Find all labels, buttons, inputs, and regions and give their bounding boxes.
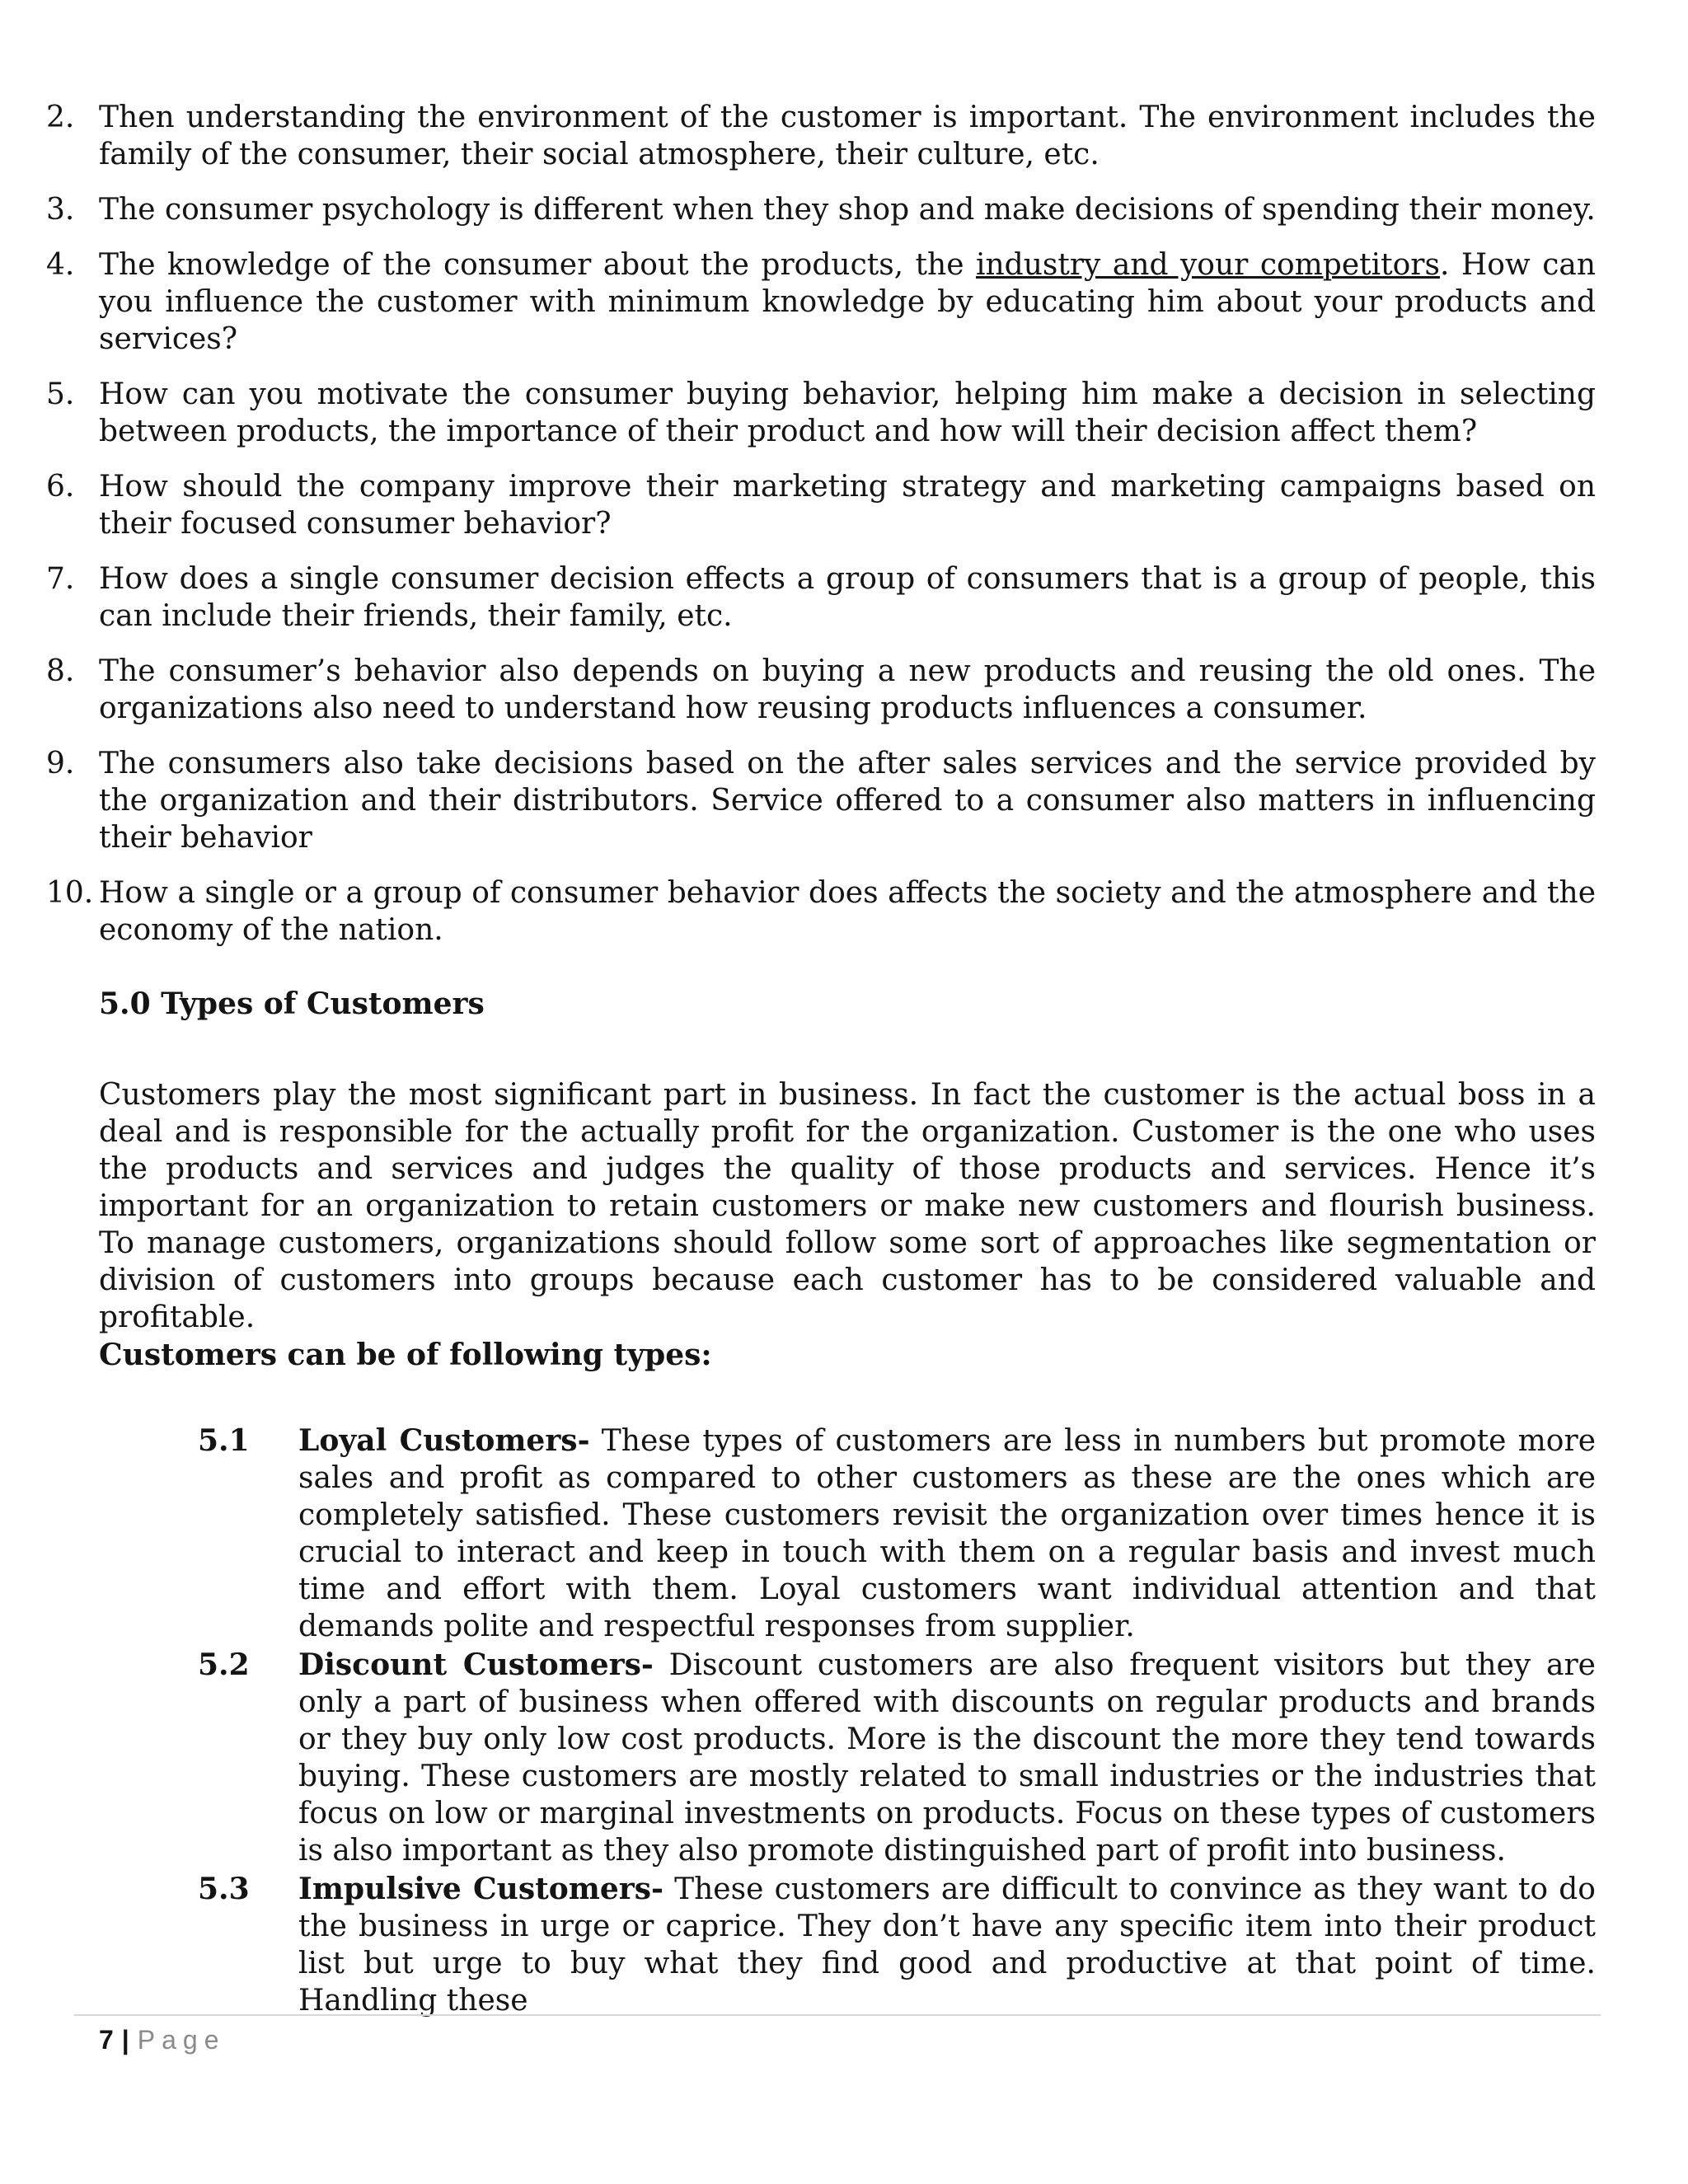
- list-item-text: Then understanding the environment of the customer is important. The environment includes the family of the consumer, their social atmosphere, their culture, etc.: [99, 101, 1596, 171]
- list-item-text: The consumers also take decisions based on the after sales services and the service provided by the organization and their distributors. Service offered to a consumer also matters in influencing their behavior: [99, 747, 1596, 855]
- customer-type-title: Impulsive Customers-: [298, 1872, 663, 1906]
- types-subheading: Customers can be of following types:: [99, 1338, 712, 1372]
- list-item: [46, 874, 1596, 949]
- list-item: [46, 99, 1596, 173]
- list-item-number: 7.: [46, 562, 75, 596]
- list-item: [46, 246, 1596, 358]
- list-item-text-before: The knowledge of the consumer about the products, the: [99, 248, 976, 282]
- list-item-number: 3.: [46, 193, 75, 227]
- page-word: Page: [137, 2025, 226, 2055]
- list-item-text: The consumer’s behavior also depends on buying a new products and reusing the old ones. The organizations also need to understand how reusing products influences a consumer.: [99, 654, 1596, 725]
- customer-type-number: 5.2: [198, 1647, 250, 1682]
- industry-competitors-link[interactable]: industry and your competitors: [975, 248, 1440, 282]
- list-item-number: 6.: [46, 470, 75, 504]
- numbered-list: [46, 99, 1596, 967]
- customer-type-description: These customers are difficult to convince as they want to do the business in urge or caprice. They don’t have any specific item into their product list but urge to buy what they find good and productive at that point of time. Handling these: [298, 1872, 1596, 2018]
- list-item-text: The consumer psychology is different when they shop and make decisions of spending their money.: [99, 193, 1596, 227]
- list-item-text: How can you motivate the consumer buying behavior, helping him make a decision in selecting between products, the importance of their product and how will their decision affect them?: [99, 377, 1596, 448]
- customer-type-text: [298, 1422, 1596, 1645]
- list-item-text: How does a single consumer decision effects a group of consumers that is a group of people, this can include their friends, their family, etc.: [99, 562, 1596, 633]
- customer-type-text: [298, 1871, 1596, 2019]
- section-heading: 5.0 Types of Customers: [99, 987, 485, 1021]
- list-item-number: 5.: [46, 377, 75, 411]
- list-item: [46, 468, 1596, 542]
- customer-type-item: [198, 1871, 1596, 2019]
- list-item-number: 8.: [46, 654, 75, 688]
- customer-type-item: [198, 1647, 1596, 1869]
- customer-type-item: [198, 1422, 1596, 1645]
- customer-type-number: 5.3: [198, 1872, 250, 1906]
- customer-type-title: Loyal Customers-: [298, 1423, 590, 1458]
- list-item: [46, 745, 1596, 856]
- list-item-number: 10.: [46, 876, 94, 910]
- customer-type-text: [298, 1647, 1596, 1869]
- list-item: [46, 376, 1596, 450]
- list-item: [46, 191, 1596, 228]
- list-item-text-after: . How can you influence the customer with minimum knowledge by educating him about your products and services?: [99, 248, 1596, 356]
- footer-divider: [74, 2014, 1601, 2016]
- list-item: [46, 653, 1596, 727]
- page-number: 7: [99, 2025, 114, 2055]
- page-footer: [99, 2019, 225, 2060]
- customer-types-list: [198, 1422, 1596, 2021]
- section-paragraph: Customers play the most significant part in business. In fact the customer is the actual boss in a deal and is responsible for the actually profit for the organization. Customer is the one who uses the products and services and judges the quality of those products and services. Hence it’s important for an organization to retain customers or make new customers and flourish business. To manage customers, organizations should follow some sort of approaches like segmentation or division of customers into groups because each customer has to be considered valuable and profitable.: [99, 1078, 1596, 1334]
- list-item-text: [99, 246, 1596, 358]
- list-item: [46, 560, 1596, 635]
- footer-separator: |: [121, 2025, 129, 2055]
- list-item-text: How a single or a group of consumer behavior does affects the society and the atmosphere and the economy of the nation.: [99, 876, 1596, 947]
- customer-type-title: Discount Customers-: [298, 1647, 654, 1682]
- customer-type-number: 5.1: [198, 1423, 250, 1458]
- list-item-number: 9.: [46, 747, 75, 780]
- list-item-number: 4.: [46, 248, 75, 282]
- customer-type-description: Discount customers are also frequent visitors but they are only a part of business when offered with discounts on regular products and brands or they buy only low cost products. More is the discount the more they tend towards buying. These customers are mostly related to small industries or the industries that focus on low or marginal investments on products. Focus on these types of customers is also important as they also promote distinguished part of profit into business.: [298, 1648, 1596, 1868]
- list-item-number: 2.: [46, 101, 75, 134]
- list-item-text: How should the company improve their marketing strategy and marketing campaigns based on their focused consumer behavior?: [99, 470, 1596, 541]
- customer-type-description: These types of customers are less in numbers but promote more sales and profit as compared to other customers as these are the ones which are completely satisfied. These customers revisit the organization over times hence it is crucial to interact and keep in touch with them on a regular basis and invest much time and effort with them. Loyal customers want individual attention and that demands polite and respectful responses from supplier.: [298, 1424, 1596, 1643]
